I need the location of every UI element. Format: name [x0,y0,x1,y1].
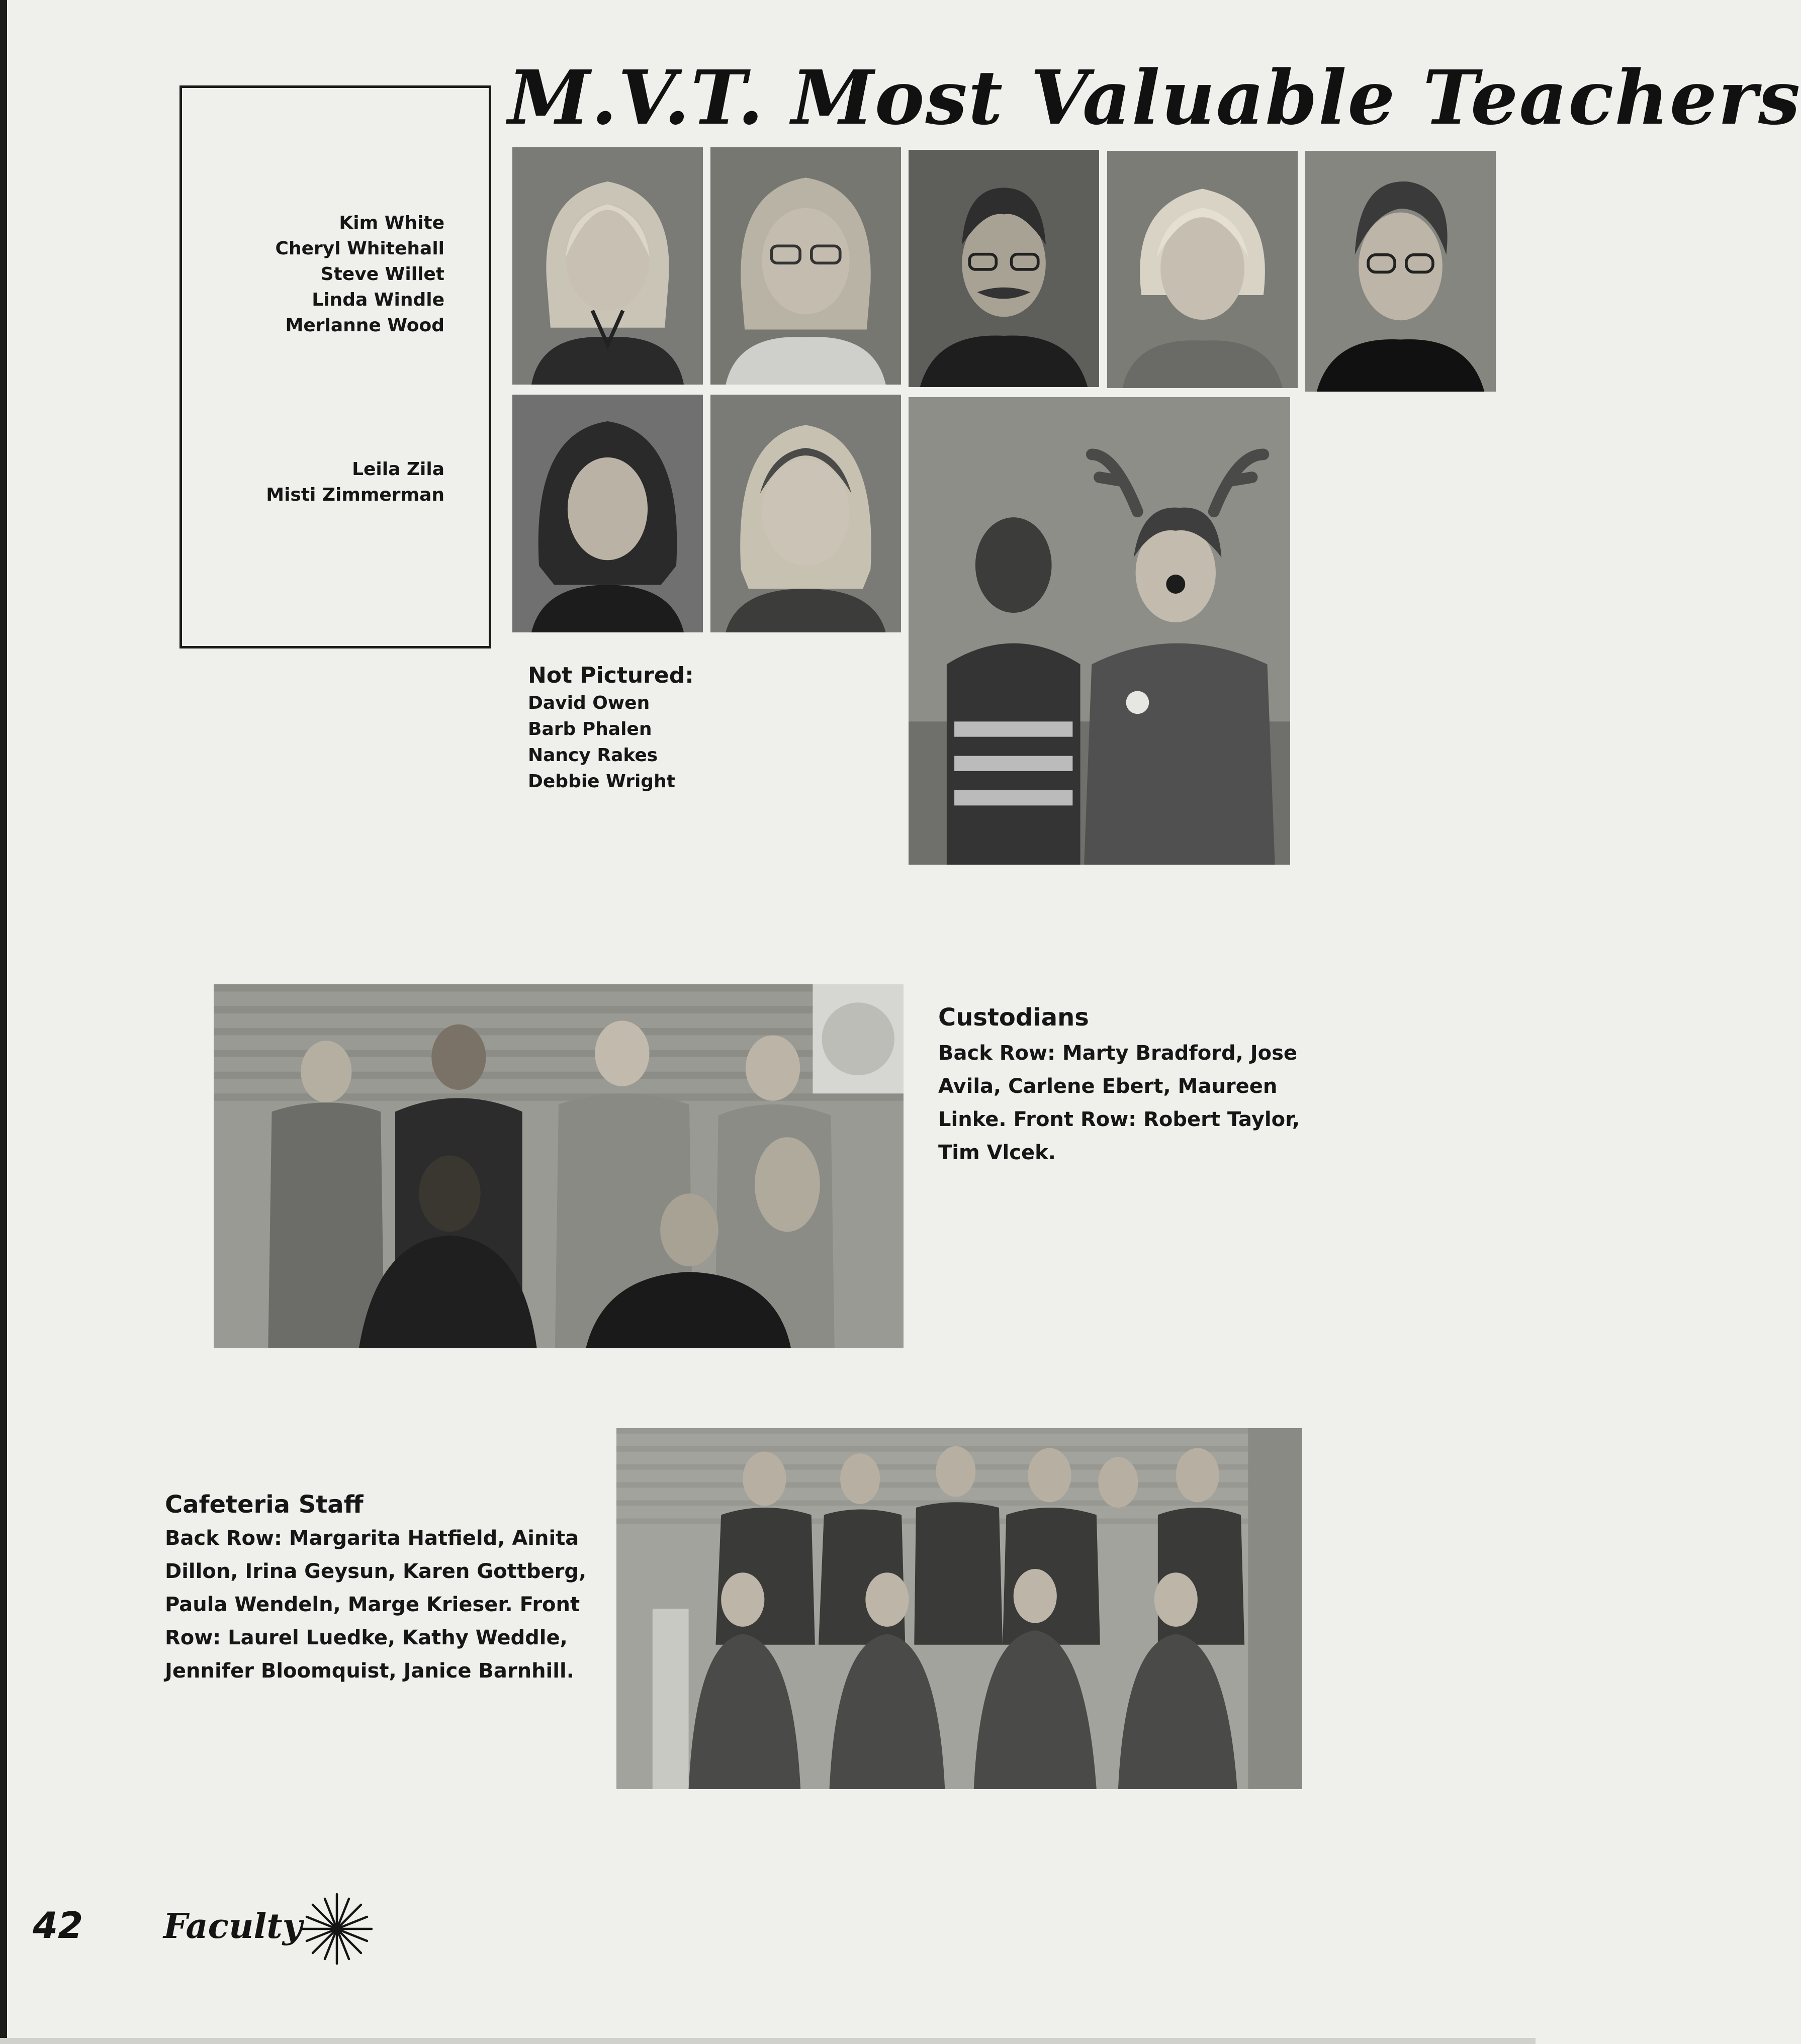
starburst-icon [299,1891,375,1967]
not-pictured-name: David Owen [528,693,650,713]
caption-line: Tim Vlcek. [938,1141,1056,1164]
custodians-heading: Custodians [938,1003,1089,1032]
name-label: Merlanne Wood [285,315,444,336]
custodians-names [938,1037,1300,1169]
caption-line: Dillon, Irina Geysun, Karen Gottberg, [165,1560,587,1583]
names-group-top-row [276,210,444,338]
cafeteria-names [165,1522,586,1688]
teacher-portrait-photo [710,395,901,632]
teacher-portrait-photo [1305,151,1496,392]
cafeteria-staff-group-photo [616,1428,1302,1789]
caption-line: Paula Wendeln, Marge Krieser. Front [165,1593,580,1616]
names-group-second-row [266,456,444,508]
cafeteria-heading: Cafeteria Staff [165,1491,364,1519]
caption-line: Avila, Carlene Ebert, Maureen [938,1075,1278,1098]
name-label: Cheryl Whitehall [275,238,444,259]
section-name: Faculty [163,1906,303,1946]
not-pictured-heading: Not Pictured: [528,663,694,688]
name-label: Steve Willet [320,264,444,285]
caption-line: Back Row: Margarita Hatfield, Ainita [165,1527,579,1550]
teacher-portrait-photo [1107,151,1298,388]
teacher-portrait-photo [512,147,703,385]
caption-line: Linke. Front Row: Robert Taylor, [938,1108,1300,1131]
page-edge [0,0,7,2044]
holiday-reindeer-photo [909,397,1290,865]
names-box [179,85,491,648]
name-label: Misti Zimmerman [266,485,444,505]
teacher-portrait-photo [512,395,703,632]
page-number: 42 [33,1904,83,1946]
not-pictured-name: Debbie Wright [528,771,675,792]
caption-line: Jennifer Bloomquist, Janice Barnhill. [165,1659,574,1683]
caption-line: Back Row: Marty Bradford, Jose [938,1042,1298,1065]
custodians-caption [938,1002,1300,1169]
teacher-portrait-photo [710,147,901,385]
page-title: M.V.T. Most Valuable Teachers [508,54,1801,141]
name-label: Leila Zila [352,459,444,480]
name-label: Linda Windle [312,290,444,310]
teacher-portrait-photo [909,150,1099,387]
not-pictured-name: Nancy Rakes [528,745,658,766]
name-label: Kim White [339,213,444,233]
not-pictured-name: Barb Phalen [528,719,652,739]
not-pictured-caption [528,661,694,795]
page-bottom-edge [0,2038,1536,2044]
caption-line: Row: Laurel Luedke, Kathy Weddle, [165,1626,568,1649]
custodians-group-photo [214,984,904,1348]
cafeteria-caption [165,1490,586,1688]
